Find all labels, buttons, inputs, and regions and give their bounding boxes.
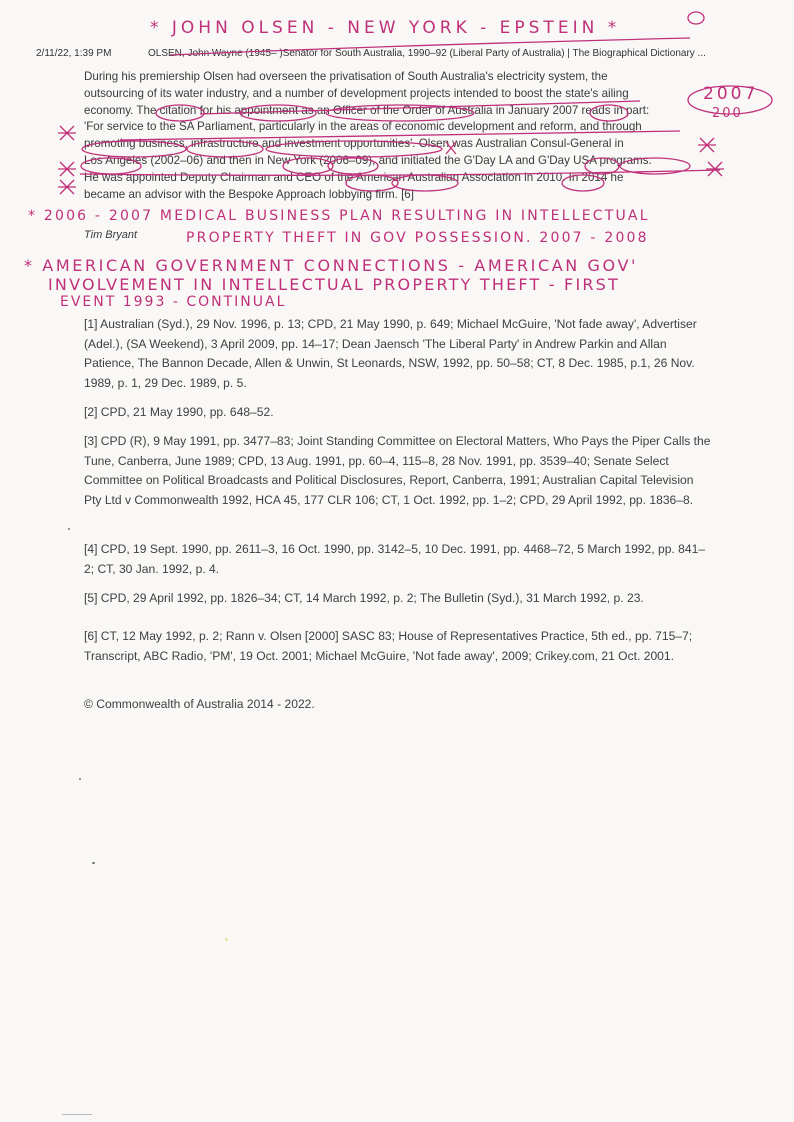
pen-circle xyxy=(187,141,263,157)
paragraph-line: Los Angeles (2002–06) and then in New York (2006–09), and initiated the G'Day LA and G'Day USA programs. xyxy=(84,153,652,167)
paragraph-line: He was appointed Deputy Chairman and CEO of the American Australian Association in 2010. In 2014 he xyxy=(84,170,624,184)
paragraph-line: 'For service to the SA Parliament, particularly in the areas of economic development and reform, and through xyxy=(84,120,642,134)
pen-circle xyxy=(156,105,204,121)
paragraph-line: promoting business, infrastructure and investment opportunities'. Olsen was Australian Consul-General in xyxy=(84,137,624,151)
reference-item: [5] CPD, 29 April 1992, pp. 1826–34; CT, 14 March 1992, p. 2; The Bulletin (Syd.), 31 March 1992, p. 23. xyxy=(84,591,644,605)
paragraph-line: economy. The citation for his appointment as an Officer of the Order of Australia in January 2007 reads in part: xyxy=(84,103,650,117)
reference-item: [3] CPD (R), 9 May 1991, pp. 3477–83; Joint Standing Committee on Electoral Matters, Who Pays the Piper Calls the Tune, Canberra, June 1989; CPD, 13 Aug. 1991, pp. 60–4, 115–8, 28 Nov. 1991, pp. 3539–40; Senate Select Committee on Political Broadcasts and Political Disclosures, Report, Canberra, 1991; Australian Capital Television Pty Ltd v Commonwealth 1992, HCA 45, 177 CLR 106; CT, 1 Oct. 1992, pp. 1–2; CPD, 29 April 1992, pp. 1836–8. xyxy=(84,434,711,507)
pen-underline xyxy=(170,38,690,55)
print-timestamp: 2/11/22, 1:39 PM xyxy=(36,48,112,59)
handwritten-title-note: * JOHN OLSEN - NEW YORK - EPSTEIN * xyxy=(150,18,621,38)
scan-speck xyxy=(79,778,81,780)
pen-circle xyxy=(590,105,628,121)
pen-circle xyxy=(392,175,458,191)
asterisk-mark xyxy=(698,138,716,152)
handwritten-note-line: PROPERTY THEFT IN GOV POSSESSION. 2007 - 2008 xyxy=(186,230,649,246)
reference-item: [4] CPD, 19 Sept. 1990, pp. 2611–3, 16 Oct. 1990, pp. 3142–5, 10 Dec. 1991, pp. 4468–72, 5 March 1992, pp. 841–2; CT, 30 Jan. 1992, p. 4. xyxy=(84,542,706,576)
pen-circle xyxy=(688,86,772,114)
asterisk-mark xyxy=(58,162,76,176)
pen-circle xyxy=(266,141,442,157)
handwritten-note-line: INVOLVEMENT IN INTELLECTUAL PROPERTY THEFT - FIRST xyxy=(48,275,621,294)
handwritten-note-line: EVENT 1993 - CONTINUAL xyxy=(60,294,287,310)
pen-underline xyxy=(120,131,680,140)
asterisk-mark xyxy=(58,180,76,194)
pen-circle xyxy=(688,12,704,24)
pen-underline xyxy=(200,101,640,114)
scan-speck xyxy=(68,528,70,530)
asterisk-mark xyxy=(58,126,76,140)
pen-circle xyxy=(283,158,333,174)
pen-circle xyxy=(328,158,378,174)
scan-speck xyxy=(62,1114,92,1115)
pen-circle xyxy=(346,175,398,191)
pen-circle xyxy=(81,158,141,174)
reference-item: [1] Australian (Syd.), 29 Nov. 1996, p. 13; CPD, 21 May 1990, p. 649; Michael McGuire, 'Not fade away', Advertiser (Adel.), (SA Weekend), 3 April 2009, pp. 14–17; Dean Jaensch 'The Liberal Party' in Andrew Parkin and Allan Patience, The Bannon Decade, Allen & Unwin, St Leonards, NSW, 1992, pp. 50–58; CT, 8 Dec. 1985, p.1, 26 Nov. 1989, p. 1, 29 Dec. 1989, p. 5. xyxy=(84,317,697,390)
pen-underline xyxy=(80,170,720,175)
pen-circle xyxy=(326,105,474,121)
asterisk-mark xyxy=(706,162,724,176)
paragraph-line: outsourcing of its water industry, and a number of development projects intended to boost the state's ailing xyxy=(84,86,629,100)
margin-year-note: 2007 xyxy=(703,84,759,104)
margin-year-note-crossed: 200 xyxy=(712,106,743,121)
pen-circle xyxy=(585,158,619,174)
copyright-notice: © Commonwealth of Australia 2014 - 2022. xyxy=(84,697,315,711)
scan-speck xyxy=(225,938,228,941)
paragraph-line: During his premiership Olsen had overseen the privatisation of South Australia's electricity system, the xyxy=(84,70,608,83)
pen-circle xyxy=(562,175,604,191)
handwritten-note-line: * 2006 - 2007 MEDICAL BUSINESS PLAN RESULTING IN INTELLECTUAL xyxy=(28,208,650,224)
paragraph-line: became an advisor with the Bespoke Approach lobbying firm. [6] xyxy=(84,187,414,201)
handwritten-note-line: * AMERICAN GOVERNMENT CONNECTIONS - AMERICAN GOV' xyxy=(24,256,639,275)
pen-circle xyxy=(82,141,186,157)
document-header-title: OLSEN, John Wayne (1945– )Senator for South Australia, 1990–92 (Liberal Party of Australia) | The Biographical Dictionary ... xyxy=(148,48,706,59)
scan-speck xyxy=(92,862,95,864)
asterisk-mark xyxy=(446,142,456,154)
reference-item: [2] CPD, 21 May 1990, pp. 648–52. xyxy=(84,405,274,419)
reference-item: [6] CT, 12 May 1992, p. 2; Rann v. Olsen [2000] SASC 83; House of Representatives Practice, 5th ed., pp. 715–7; Transcript, ABC Radio, 'PM', 19 Oct. 2001; Michael McGuire, 'Not fade away', 2009; Crikey.com, 21 Oct. 2001. xyxy=(84,629,693,663)
author-name: Tim Bryant xyxy=(84,229,138,241)
